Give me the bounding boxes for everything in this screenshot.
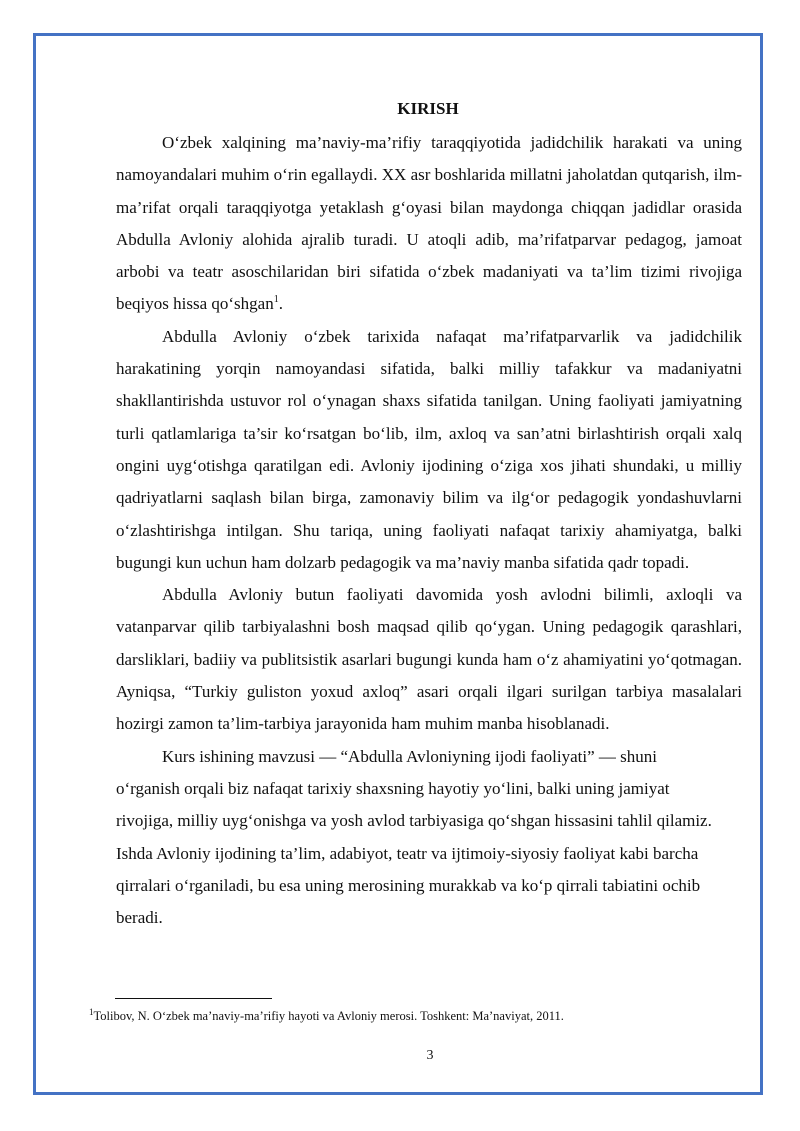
document-body	[116, 127, 742, 934]
footnote-separator	[115, 998, 272, 999]
paragraph-1-text: O‘zbek xalqining ma’naviy-ma’rifiy taraqqiyotida jadidchilik harakati va uning namoyandalari muhim o‘rin egallaydi. XX asr boshlarida millatni jaholatdan qutqarish, ilm-ma’rifat orqali taraqqiyotga yetaklash g‘oyasi bilan maydonga chiqqan jadidlar orasida Abdulla Avloniy alohida ajralib turadi. U atoqli adib, ma’rifatparvar pedagog, jamoat arbobi va teatr asoschilaridan biri sifatida o‘zbek madaniyati va ta’lim tizimi rivojiga beqiyos hissa qo‘shgan	[116, 133, 743, 314]
paragraph-4: Kurs ishining mavzusi — “Abdulla Avloniyning ijodi faoliyati” — shuni o‘rganish orqali biz nafaqat tarixiy shaxsning hayotiy yo‘lini, balki uning jamiyat rivojiga, milliy uyg‘onishga va yosh avlod tarbiyasiga qo‘shgan hissasini tahlil qilamiz. Ishda Avloniy ijodining ta’lim, adabiyot, teatr va ijtimoiy-siyosiy faoliyat kabi barcha qirralari o‘rganiladi, bu esa uning merosining murakkab va ko‘p qirrali tabiatini ochib beradi.	[116, 746, 712, 928]
footnote-reference[interactable]: 1	[273, 294, 279, 306]
page-number: 3	[426, 1048, 434, 1063]
paragraph-2: Abdulla Avloniy o‘zbek tarixida nafaqat ma’rifatparvarlik va jadidchilik harakatining yorqin namoyandasi sifatida, balki milliy tafakkur va madaniyatni shakllantirishda ustuvor rol o‘ynagan shaxs sifatida tanilgan. Uning faoliyati jamiyatning turli qatlamlariga ta’sir ko‘rsatgan bo‘lib, ilm, axloq va san’atni birlashtirish orqali xalq ongini uyg‘otishga qaratilgan edi. Avloniy ijodining o‘ziga xos jihati shundaki, u milliy qadriyatlarni saqlash bilan birga, zamonaviy bilim va ilg‘or pedagogik yondashuvlarni o‘zlashtirishga intilgan. Shu tariqa, uning faoliyati nafaqat tarixiy ahamiyatga, balki bugungi kun uchun ham dolzarb pedagogik va ma’naviy manba sifatida qadr topadi.	[116, 326, 742, 572]
footnote-marker: 1	[89, 1007, 94, 1017]
footnote	[89, 1008, 564, 1024]
paragraph-3: Abdulla Avloniy butun faoliyati davomida yosh avlodni bilimli, axloqli va vatanparvar qilib tarbiyalashni bosh maqsad qilib qo‘ygan. Uning pedagogik qarashlari, darsliklari, badiiy va publitsistik asarlari bugungi kunda ham o‘z ahamiyatini yo‘qotmagan. Ayniqsa, “Turkiy guliston yoxud axloq” asari orqali ilgari surilgan tarbiya masalalari hozirgi zamon ta’lim-tarbiya jarayonida ham muhim manba hisoblanadi.	[116, 585, 742, 734]
footnote-text: Tolibov, N. O‘zbek ma’naviy-ma’rifiy hayoti va Avloniy merosi. Toshkent: Ma’naviyat, 2011.	[93, 1009, 564, 1023]
paragraph-1	[116, 127, 742, 321]
paragraph-1-end: .	[278, 294, 283, 314]
page-title: KIRISH	[397, 99, 459, 118]
